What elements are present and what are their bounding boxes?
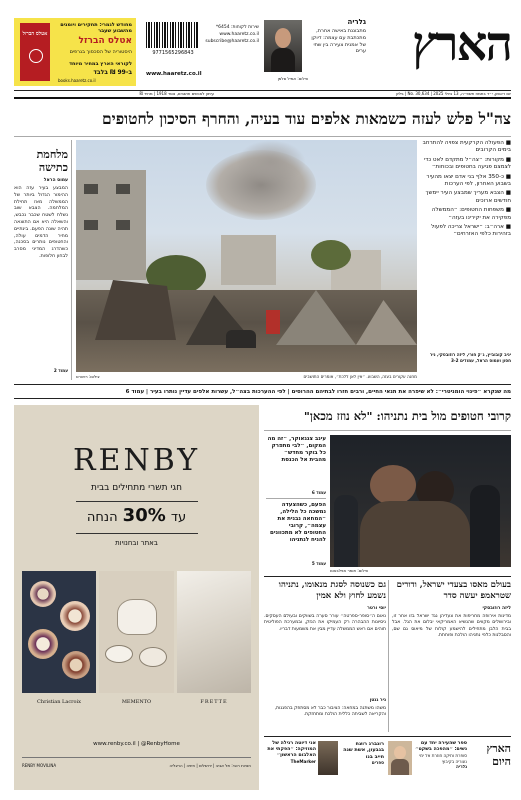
product-image-bedding bbox=[177, 571, 251, 693]
footer-portrait bbox=[388, 741, 412, 775]
footer-strip-rule bbox=[264, 736, 511, 737]
dateline-left: עיתון לאנשים חושבים, נוסד 1918 | מחיר ₪ bbox=[139, 91, 214, 96]
contact-line: www.haaretz.co.il bbox=[219, 32, 259, 37]
ticker-text[interactable]: מה שנקרא ״פינוי הומניטרי״: לא שיפרה את תנאי החיים, ורבים חזרו לבתיהם ההרוסים | לפי ההערכות בצה״ל, עשרות אלפים עדיין נותרו בעיר | עמוד 6 bbox=[125, 389, 511, 395]
renby-ad[interactable] bbox=[14, 405, 259, 790]
opinion-kicker[interactable]: מלחמת כתישה bbox=[36, 148, 68, 174]
lead-bullet: ■ משפחות החטופים: ״הממשלה מפקירה את יקירינו בעזה״ bbox=[431, 207, 511, 221]
book-ad-title: אטלס הברזל bbox=[78, 36, 132, 46]
ad-footer-rule bbox=[22, 757, 251, 758]
newspaper-logo: הארץ bbox=[411, 16, 511, 72]
book-ad-url[interactable]: books.haaretz.co.il bbox=[58, 78, 96, 83]
book-ad[interactable] bbox=[14, 18, 136, 86]
gallery-kicker: גלריה bbox=[347, 18, 366, 26]
gallery-text: מתבוננת באישה אחרת, מתכתבת עם עצמה: דיוקן של אמנית צעירה בין שתי ערים bbox=[311, 28, 366, 55]
ad-discount-prefix: עד bbox=[170, 510, 187, 525]
story1-headline[interactable]: בעולם מאסו בצעדי ישראל, ודורים שטראמפ יעשה סדר bbox=[396, 580, 511, 601]
story3-text: משהו משתנה במחאה: הציבור כבר לא מסתפק בהפגנות, והקריאה לשביתה כללית הולכת ומתחזקת. bbox=[274, 706, 386, 718]
book-emblem-icon bbox=[29, 49, 43, 63]
gallery-portrait bbox=[264, 20, 302, 72]
lead-photo-credit: צילום: רויטרס bbox=[76, 374, 100, 379]
footer-item-3-title: אני דיוטה רגילה של המוזיקה: ״הפקתי את האלבום הראשון״ bbox=[267, 741, 316, 758]
dateline-right: יום ראשון, י״ד בתמוז תשפ״ה, 13 ביולי 2025 | No. 30,634 | גיליון bbox=[395, 91, 511, 96]
building-right bbox=[221, 235, 276, 285]
footer-item-1-text: סופרת ותיקה חוזרת אל ימי נעוריה בקיבוץ bbox=[419, 753, 467, 764]
barcode-number: 9771565296843 bbox=[152, 50, 194, 56]
book-cover bbox=[20, 23, 50, 81]
hostages-side-rule bbox=[266, 498, 326, 499]
hostages-headline[interactable]: קרובי חטופים מול בית נתניהו: "לא נוזז מכאן" bbox=[303, 409, 511, 423]
ticker-rule-bottom bbox=[14, 398, 511, 399]
smoke-top bbox=[236, 140, 306, 185]
col-divider bbox=[71, 140, 72, 380]
story1-author: ליזה רוזובסקי bbox=[482, 606, 511, 611]
ad-discount bbox=[14, 505, 259, 526]
story3-author: ניר גנטן bbox=[369, 698, 386, 703]
hostages-side-ref-1[interactable]: עמוד 6 bbox=[311, 490, 326, 495]
website-link[interactable]: www.haaretz.co.il bbox=[146, 71, 202, 77]
book-ad-middle: היסטוריה של הסכסוך בגרפים bbox=[69, 49, 132, 55]
gallery-teaser[interactable] bbox=[264, 18, 366, 88]
lead-photo-caption: מחנה עקורים בעזה, השבוע. ״אין לאן ללכת״, אומרים התושבים bbox=[303, 374, 417, 379]
footer-logo: הארץ היום bbox=[486, 742, 511, 768]
palm-tree bbox=[311, 240, 351, 270]
hostages-rule bbox=[264, 430, 511, 431]
book-cover-title: אטלס הברזל bbox=[22, 31, 48, 37]
book-ad-bottom: לקוראי הארץ במחיר מיוחד bbox=[69, 61, 132, 67]
footer-item-1-title: ספר שהעירה יחד עם נשים: ״מהפכה בשקט״ bbox=[415, 741, 467, 752]
people-seated bbox=[226, 330, 256, 348]
hostages-side-text-2: הפעם, כשהצעדה נמשכה כל הלילה, ״המחאה נבנית את עצמה״, קרובי החטופים לא מתכוונים להניח לנתניהו bbox=[270, 502, 326, 543]
story-divider-1 bbox=[388, 580, 389, 732]
opinion-text: המבצע בעיר עזה הוא ההימור הגדול ביותר של הממשלה מאז תחילת המלחמה. הצבא שוב נשלח לשטח שכבר נכבש, והשאלה היא אם התוצאה תהיה שונה הפעם. בינתיים מחיר הדמים עולה, והחטופים נותרים בסכנה, כשהדרג המדיני מסרב לבחון חלופות. bbox=[14, 186, 68, 259]
contact-line: subscribe@haaretz.co.il bbox=[205, 39, 259, 44]
hostages-side-ref-2[interactable]: עמוד 5 bbox=[311, 561, 326, 566]
lead-bullet: ■ הפעולה הקרקעית צפויה להתרחב בימים הקרובים bbox=[422, 140, 511, 154]
building-left bbox=[76, 170, 146, 280]
story2-headline[interactable]: גם כשנוסה לסגת מנאומו, נתניהו נשמע לחוץ ולא אמין bbox=[278, 580, 386, 601]
hostages-photo[interactable] bbox=[330, 435, 511, 567]
hostages-photo-credit: צילום: תומר אפלבאום bbox=[330, 568, 369, 573]
product-image-teapot bbox=[99, 571, 174, 693]
hugging-woman-head bbox=[370, 465, 416, 505]
background-figure bbox=[470, 485, 500, 567]
lead-photo[interactable] bbox=[76, 140, 417, 372]
footer-item-2[interactable] bbox=[340, 741, 384, 789]
ad-footer-left: RENBY MOVILINA bbox=[22, 763, 57, 768]
footer-item-3-ref: TheMarker bbox=[290, 759, 316, 764]
barcode bbox=[146, 22, 198, 48]
bottom-stories-rule bbox=[264, 576, 511, 577]
ad-channels: באתר ובחנויות bbox=[115, 539, 158, 547]
lead-bullet: ■ הצבא מעריך שמבצע העיר יימשך חודשים ארוכים bbox=[425, 190, 511, 204]
lead-bullet: ■ ארה״ב: ״ישראל צריכה לפעול בזהירות כלפי האזרחים״ bbox=[431, 224, 511, 238]
footer-image bbox=[318, 741, 338, 775]
footer-item-2-ref: ספרים bbox=[371, 759, 384, 765]
footer-item-1-ref: גלריה bbox=[455, 764, 467, 769]
background-figure-left bbox=[334, 495, 358, 567]
lead-bullets bbox=[422, 140, 511, 350]
embrace bbox=[360, 501, 470, 567]
footer-item-1[interactable] bbox=[415, 741, 467, 789]
ad-brand-label-3: FRETTE bbox=[200, 699, 228, 705]
ad-discount-suffix: הנחה bbox=[86, 510, 118, 525]
tent-red-cloth bbox=[266, 310, 280, 334]
hostages-side-text-1: עינב צנגאוקר, ״זה מה המקום, ״לבי מתפרק כל בוקר מחדש״ מהבית אל הכנסת bbox=[267, 436, 326, 463]
story2-text: נאום ה״סופר-ספרטה״ עורר סערה בשווקים ובעולם העסקים. ניסיונות ההבהרה רק העמיקו את הנזק, ובמערכת הפוליטית תוהים אם ראש הממשלה עדיין מבין את משמעות דבריו. bbox=[264, 614, 386, 632]
ad-brand-label-2: MEMENTO bbox=[121, 699, 152, 705]
opinion-ref[interactable]: עמוד 2 bbox=[53, 368, 68, 373]
ticker-rule-top bbox=[14, 384, 511, 385]
contact-block bbox=[205, 24, 259, 45]
footer-item-2-title: רונברג רוצח בגבעון, אשת שנה חייב בנו bbox=[343, 741, 384, 760]
ad-brand: RENBY bbox=[72, 443, 201, 478]
book-ad-price: ב-99 ₪ בלבד bbox=[93, 69, 132, 76]
lead-headline[interactable]: צה"ל פלש לעזה כשמאות אלפים עוד בעיה, והחרף הסיכון לחטופים bbox=[101, 109, 511, 128]
headline-rule bbox=[14, 136, 511, 137]
gallery-caption: צילום: אמיל סלמן bbox=[277, 76, 308, 81]
ad-rule-1 bbox=[76, 501, 198, 502]
product-image-plates bbox=[22, 571, 96, 693]
masthead-rule-bottom bbox=[14, 97, 511, 99]
ad-web[interactable]: www.renby.co.il | @RenbyHome bbox=[93, 741, 180, 747]
ad-discount-value: 30% bbox=[122, 505, 166, 526]
lead-byline: יניב קובוביץ, ג׳ק חורי, ליזה רוזובסקי, ניר חסון ועמוס הראל, עמודים 3-2 bbox=[429, 352, 511, 363]
opinion-author: עמוס הראל bbox=[43, 178, 68, 183]
masthead bbox=[0, 0, 521, 98]
contact-line: שירות לקוחות: ‎*6454 bbox=[215, 25, 259, 30]
book-ad-top: מחודש לגמרי: תחקירים ויומנים מהשבוע שעבר bbox=[60, 22, 132, 34]
lead-bullet: ■ כ-350 אלף בני אדם יצאו מהעיר בשבוע האחרון, לפי הערכות bbox=[426, 173, 511, 188]
ad-footer-right: חנויות רנבי: תל אביב | ירושלים | חיפה | הרצליה bbox=[169, 763, 251, 768]
ad-brand-label-1: Christian Lacroix bbox=[37, 699, 81, 705]
ad-tagline: חגי תשרי מתחילים בבית bbox=[91, 483, 182, 493]
lead-bullet: ■ מקורות: ״צה״ל מתקדם לאט כדי לצמצם פגיעה בחטופים ובכוחות״ bbox=[423, 156, 511, 171]
footer-item-3[interactable] bbox=[264, 741, 316, 789]
story1-text: מדינות אירופה מחריפות את צעדיהן נגד ישראל בזו אחר זו, ובירושלים מקווים שהנשיא האמריקאי יבלום את הגל. אבל בבית הלבן מתחילים להישמע קולות של מיאוס גם שם, והסבלנות כלפי נתניהו הולכת ופוחתת. bbox=[392, 614, 511, 639]
ad-rule-2 bbox=[76, 533, 198, 534]
story2-author: יוסי ורטר bbox=[367, 606, 386, 611]
